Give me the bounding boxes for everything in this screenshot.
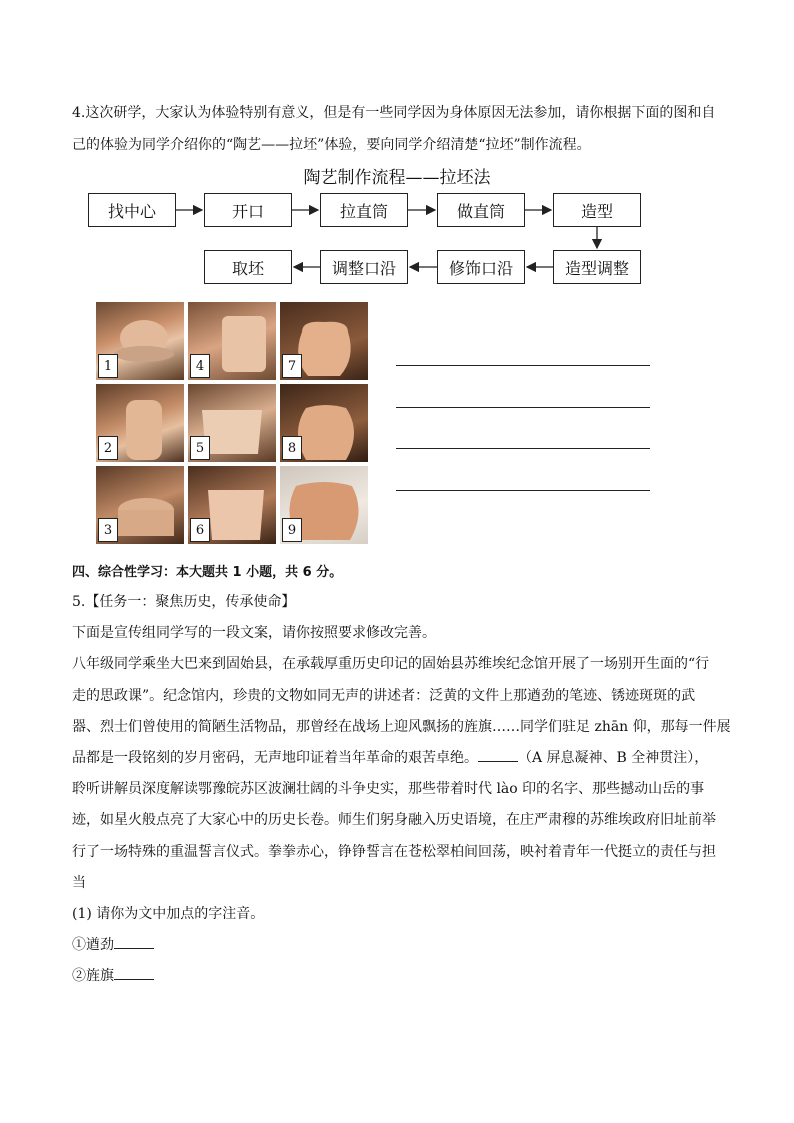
question-4-line-1: 4.这次研学，大家认为体验特别有意义，但是有一些同学因为身体原因无法参加，请你根据下面的图和自 <box>72 105 716 121</box>
task-heading: 5.【任务一：聚焦历史，传承使命】 <box>72 594 296 610</box>
photo-number: 5 <box>190 436 210 460</box>
flow-step-make-straight: 做直筒 <box>437 193 525 227</box>
passage-line: 聆听讲解员深度解读鄂豫皖苏区波澜壮阔的斗争史实，那些带着时代 lào 印的名字、那些撼动山岳的事 <box>72 781 705 798</box>
flow-step-pull-straight: 拉直筒 <box>320 193 408 227</box>
flowchart-arrows <box>0 0 794 300</box>
sub-question-1: (1) 请你为文中加点的字注音。 <box>72 906 265 923</box>
item-label: ①遒劲 <box>72 937 114 954</box>
pottery-photo <box>96 384 184 462</box>
item-label: ②旌旗 <box>72 968 114 985</box>
pinyin-item-2 <box>72 961 724 992</box>
passage-line: 八年级同学乘坐大巴来到固始县，在承载厚重历史印记的固始县苏维埃纪念馆开展了一场别开生面的“行 <box>72 656 710 673</box>
pottery-photo <box>280 302 368 380</box>
photo-number: 1 <box>98 354 118 378</box>
passage-line <box>72 743 724 774</box>
passage-line: 当 <box>72 874 86 891</box>
section-heading: 四、综合性学习：本大题共 1 小题，共 6 分。 <box>72 565 343 580</box>
photo-number: 7 <box>282 354 302 378</box>
pottery-photo-grid <box>92 300 368 544</box>
photo-number: 3 <box>98 518 118 542</box>
passage-line: 器、烈士们曾使用的简陋生活物品，那曾经在战场上迎风飘扬的旌旗……同学们驻足 zhān 仰，那每一件展 <box>72 718 731 735</box>
pottery-photo <box>96 466 184 544</box>
instruction-text: 下面是宣传组同学写的一段文案，请你按照要求修改完善。 <box>72 625 436 642</box>
passage-options: （A 屏息凝神、B 全神贯注）， <box>518 750 709 767</box>
photo-number: 9 <box>282 518 302 542</box>
pottery-photo <box>188 466 276 544</box>
flow-step-shape-adjust: 造型调整 <box>553 250 641 284</box>
passage-text: 品都是一段铭刻的岁月密码，无声地印证着当年革命的艰苦卓绝。 <box>72 750 478 767</box>
question-4-line-2: 己的体验为同学介绍你的“陶艺——拉坯”体验，要向同学介绍清楚“拉坯”制作流程。 <box>72 137 591 153</box>
pottery-photo <box>188 384 276 462</box>
photo-number: 2 <box>98 436 118 460</box>
pottery-photo <box>280 466 368 544</box>
pottery-photo <box>96 302 184 380</box>
pottery-photo <box>280 384 368 462</box>
flow-step-open: 开口 <box>204 193 292 227</box>
answer-line[interactable] <box>396 448 650 449</box>
answer-line[interactable] <box>396 407 650 408</box>
flow-step-adjust-rim: 调整口沿 <box>320 250 408 284</box>
answer-line[interactable] <box>396 490 650 491</box>
photo-number: 6 <box>190 518 210 542</box>
flowchart-title: 陶艺制作流程——拉坯法 <box>303 168 491 188</box>
flow-step-find-center: 找中心 <box>88 193 176 227</box>
flow-step-shape: 造型 <box>553 193 641 227</box>
flow-step-remove: 取坯 <box>204 250 292 284</box>
pottery-photo <box>188 302 276 380</box>
flow-step-decorate-rim: 修饰口沿 <box>437 250 525 284</box>
answer-line[interactable] <box>396 365 650 366</box>
photo-number: 8 <box>282 436 302 460</box>
blank-field[interactable] <box>114 936 154 949</box>
passage-line: 行了一场特殊的重温誓言仪式。拳拳赤心，铮铮誓言在苍松翠柏间回荡，映衬着青年一代挺立的责任与担 <box>72 843 716 860</box>
passage-line: 迹，如星火般点亮了大家心中的历史长卷。师生们躬身融入历史语境，在庄严肃穆的苏维埃政府旧址前举 <box>72 812 716 829</box>
question-5 <box>72 587 731 993</box>
blank-field[interactable] <box>478 749 518 762</box>
photo-number: 4 <box>190 354 210 378</box>
blank-field[interactable] <box>114 967 154 980</box>
passage-line: 走的思政课”。纪念馆内，珍贵的文物如同无声的讲述者：泛黄的文件上那遒劲的笔迹、锈迹斑斑的武 <box>72 687 696 704</box>
pinyin-item-1 <box>72 930 724 961</box>
